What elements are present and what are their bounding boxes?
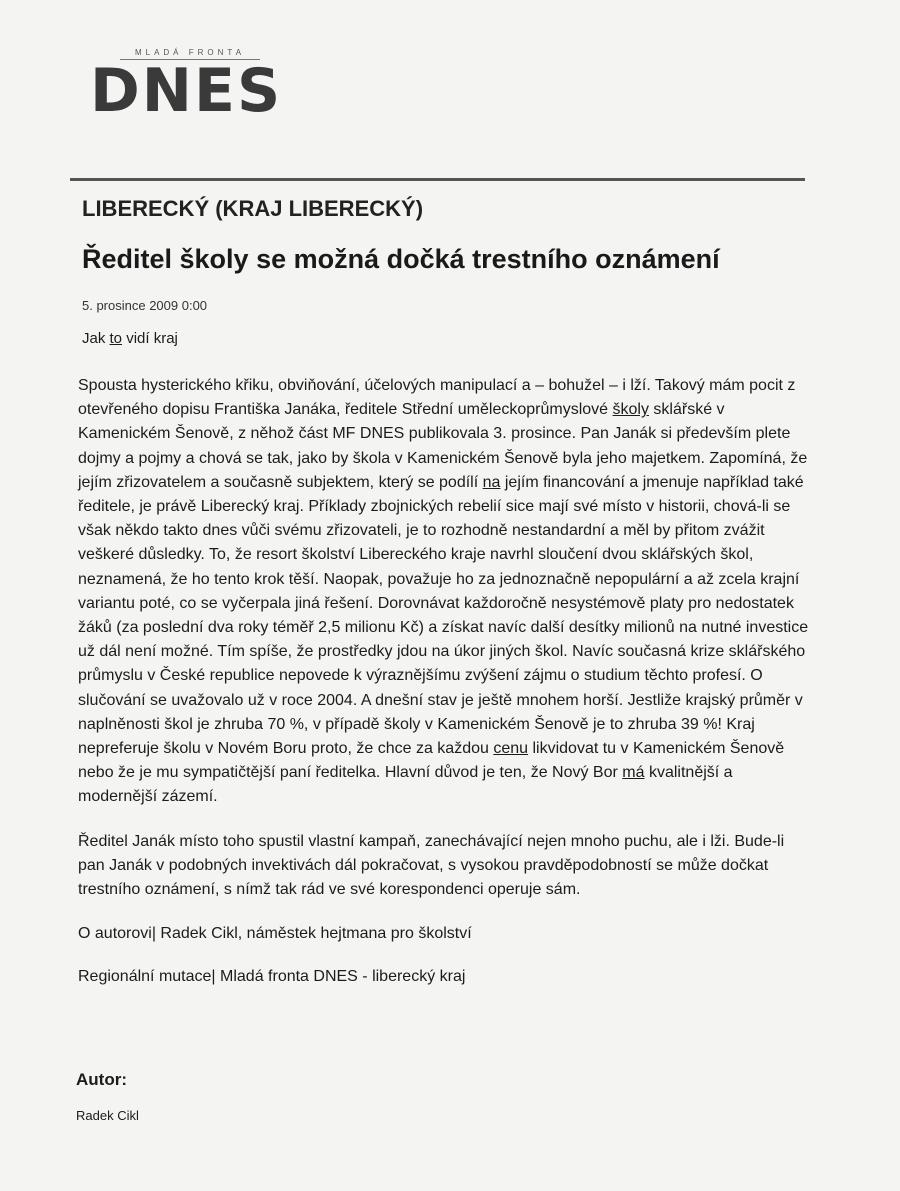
regional-edition-line: Regionální mutace| Mladá fronta DNES - liberecký kraj	[78, 968, 466, 986]
author-name: Radek Cikl	[76, 1108, 139, 1123]
paragraph-1-text: kvalitnější a modernější zázemí.	[78, 764, 733, 806]
about-author-line: O autorovi| Radek Cikl, náměstek hejtmana pro školství	[78, 925, 472, 943]
lead-text-before: Jak	[82, 330, 110, 347]
dnes-logo: DNES	[90, 56, 283, 126]
link-ma[interactable]: má	[622, 764, 645, 782]
newspaper-masthead	[90, 48, 283, 126]
article-body	[78, 374, 813, 1009]
paragraph-1	[78, 374, 813, 810]
article-headline: Ředitel školy se možná dočká trestního oznámení	[82, 244, 720, 274]
link-cenu[interactable]: cenu	[493, 740, 529, 758]
paragraph-1-text: likvidovat tu v Kamenickém Šenově nebo že je mu sympatičtější paní ředitelka. Hlavní důvod je ten, že Nový Bor	[78, 740, 785, 782]
link-skoly[interactable]: školy	[612, 401, 649, 419]
link-na[interactable]: na	[482, 473, 501, 491]
author-label: Autor:	[76, 1070, 127, 1089]
lead-link-to[interactable]: to	[109, 330, 123, 347]
lead-text-after: vidí kraj	[122, 330, 178, 347]
section-heading: LIBERECKÝ (KRAJ LIBERECKÝ)	[82, 196, 424, 221]
article-lead	[82, 330, 178, 347]
paragraph-1-text: Spousta hysterického křiku, obviňování, účelových manipulací a – bohužel – i lží. Takový mám pocit z otevřeného dopisu Františka Janáka, ředitele Střední uměleckoprůmyslové	[78, 377, 796, 419]
paragraph-1-text: sklářské v Kamenickém Šenově, z něhož část MF DNES publikovala 3. prosince. Pan Janák si především plete dojmy a pojmy a chová se tak, jako by škola v Kamenickém Šenově byla jeho majetkem. Zapomíná, že jejím zřizovatelem a současně subjektem, který se podílí	[78, 401, 808, 491]
paragraph-1-text: jejím financování a jmenuje například také ředitele, je právě Liberecký kraj. Příklady zbojnických rebelií sice mají své místo v historii, chová-li se však někdo takto dnes vůči svému zřizovateli, je to rozhodně nestandardní a měl by přitom zvážit veškeré důsledky. To, že resort školství Libereckého kraje navrhl sloučení dvou sklářských škol, neznamená, že ho tento krok těší. Naopak, považuje ho za jednoznačně nepopulární a až zcela krajní variantu poté, co se vyčerpala jiná řešení. Dorovnávat každoročně nesystémově platy pro nedostatek žáků (za poslední dva roky téměř 2,5 milionu Kč) a získat navíc další desítky milionů na nutné investice už dál není možné. Tím spíše, že prostředky jdou na úkor jiných škol. Navíc současná krize sklářského průmyslu v České republice nepovede k výraznějšímu zvýšení zájmu o studium těchto profesí. O slučování se uvažovalo už v roce 2004. A dnešní stav je ještě mnohem horší. Jestliže krajský průměr v naplněnosti škol je zhruba 70 %, v případě školy v Kamenickém Šenově je to zhruba 39 %! Kraj nepreferuje školu v Novém Boru proto, že chce za každou	[78, 473, 809, 758]
paragraph-2: Ředitel Janák místo toho spustil vlastní kampaň, zanechávající nejen mnoho puchu, ale i lži. Bude-li pan Janák v podobných invektivách dál pokračovat, s vysokou pravděpodobností se může dočkat trestního oznámení, s nímž tak rád ve své korespondenci operuje sám.	[78, 832, 785, 899]
masthead-tagline: MLADÁ FRONTA	[120, 48, 260, 60]
header-divider	[70, 178, 805, 181]
article-date: 5. prosince 2009 0:00	[82, 298, 208, 313]
